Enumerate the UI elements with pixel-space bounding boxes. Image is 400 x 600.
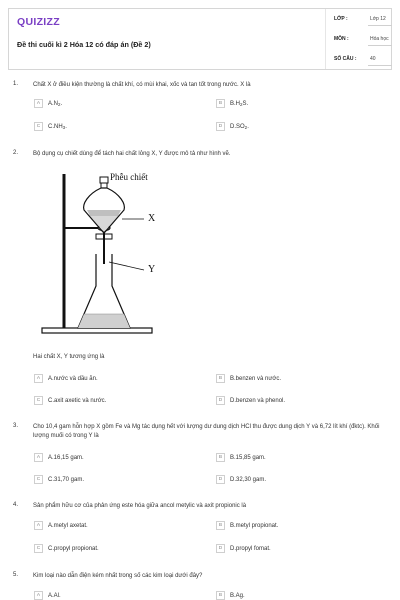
option-text: C.axit axetic và nước.	[48, 397, 107, 404]
meta-grade	[326, 9, 394, 29]
question-number: 2.	[13, 150, 19, 156]
meta-subject	[326, 29, 394, 49]
option-text: B.metyl propionat.	[230, 522, 279, 529]
option-text: $C.NH_3$.	[48, 123, 67, 130]
option-letter-box: A	[34, 521, 43, 530]
option-letter-box: B	[216, 521, 225, 530]
option-letter-box: A	[34, 374, 43, 383]
option-text: D.32,30 gam.	[230, 476, 267, 483]
meta-divider	[368, 65, 392, 66]
meta-divider	[368, 45, 392, 46]
option-text: B.Ag.	[230, 592, 245, 599]
option-text: D.benzen và phenol.	[230, 397, 286, 404]
meta-count	[326, 49, 394, 69]
meta-grade-value: Lớp 12	[370, 16, 386, 22]
question-text: Cho 10,4 gam hỗn hợp X gồm Fe và Mg tác dụng hết với lượng dư dung dịch HCl thu được dung dịch Y và 6,72 lít khí (đktc). Khối lượng muối có trong Y là	[33, 424, 380, 439]
meta-subject-value: Hóa học	[370, 36, 389, 42]
question-number: 4.	[13, 502, 19, 508]
option-text: A.nước và dầu ăn.	[48, 375, 98, 382]
meta-divider	[368, 25, 392, 26]
option-letter-box: B	[216, 99, 225, 108]
liquid-x-label: X	[148, 213, 156, 224]
option-text: A.metyl axetat.	[48, 522, 88, 529]
question-subtext: Hai chất X, Y tương ứng là	[33, 354, 105, 360]
quizizz-logo: QUIZIZZ	[17, 16, 60, 28]
option-letter-box: C	[34, 544, 43, 553]
question-number: 1.	[13, 81, 19, 87]
funnel-stopper	[100, 177, 108, 183]
funnel-label: Phễu chiết	[110, 172, 148, 182]
question-number: 3.	[13, 423, 19, 429]
option-text: B.benzen và nước.	[230, 375, 281, 382]
option-letter-box: B	[216, 374, 225, 383]
option-letter-box: C	[34, 396, 43, 405]
option-letter-box: B	[216, 453, 225, 462]
option-text: $B.H_2S$.	[230, 100, 249, 107]
option-text: A.Al.	[48, 592, 61, 599]
option-text: A.16,15 gam.	[48, 454, 84, 461]
option-letter-box: A	[34, 453, 43, 462]
worksheet-title: Đề thi cuối kì 2 Hóa 12 có đáp án (Đề 2)	[17, 40, 151, 49]
stand-base	[42, 328, 152, 333]
option-letter-box: D	[216, 544, 225, 553]
question-text: Chất X ở điều kiện thường là chất khí, có mùi khai, xốc và tan tốt trong nước. X là	[33, 82, 251, 88]
pointer-y	[109, 262, 144, 270]
option-letter-box: C	[34, 122, 43, 131]
worksheet-header	[8, 8, 392, 70]
separatory-funnel-figure	[38, 168, 238, 346]
option-text: D.propyl fomat.	[230, 545, 271, 552]
option-text: C.31,70 gam.	[48, 476, 85, 483]
meta-subject-label: MÔN :	[334, 36, 349, 42]
liquid-y-label: Y	[148, 264, 156, 275]
option-letter-box: D	[216, 122, 225, 131]
option-letter-box: A	[34, 99, 43, 108]
option-text: $A.N_2$.	[48, 100, 63, 107]
option-letter-box: D	[216, 396, 225, 405]
question-number: 5.	[13, 572, 19, 578]
meta-count-value: 40	[370, 56, 376, 62]
question-text: Kim loại nào dẫn điện kém nhất trong số các kim loại dưới đây?	[33, 573, 203, 579]
separatory-funnel-diagram	[38, 168, 238, 346]
option-letter-box: D	[216, 475, 225, 484]
question-text: Sản phẩm hữu cơ của phản ứng este hóa giữa ancol metylic và axit propionic là	[33, 503, 247, 509]
option-letter-box: C	[34, 475, 43, 484]
meta-count-label: SỐ CÂU :	[334, 56, 357, 62]
meta-grade-label: LỚP :	[334, 16, 348, 22]
worksheet-meta	[325, 9, 393, 69]
flask-liquid	[78, 314, 130, 328]
liquid-x	[87, 210, 121, 216]
option-text: B.15,85 gam.	[230, 454, 266, 461]
option-text: $D.SO_2$.	[230, 123, 249, 130]
option-letter-box: B	[216, 591, 225, 600]
option-letter-box: A	[34, 591, 43, 600]
question-text: Bộ dụng cụ chiết dùng để tách hai chất lỏng X, Y được mô tả như hình vẽ.	[33, 151, 231, 157]
option-text: C.propyl propionat.	[48, 545, 99, 552]
